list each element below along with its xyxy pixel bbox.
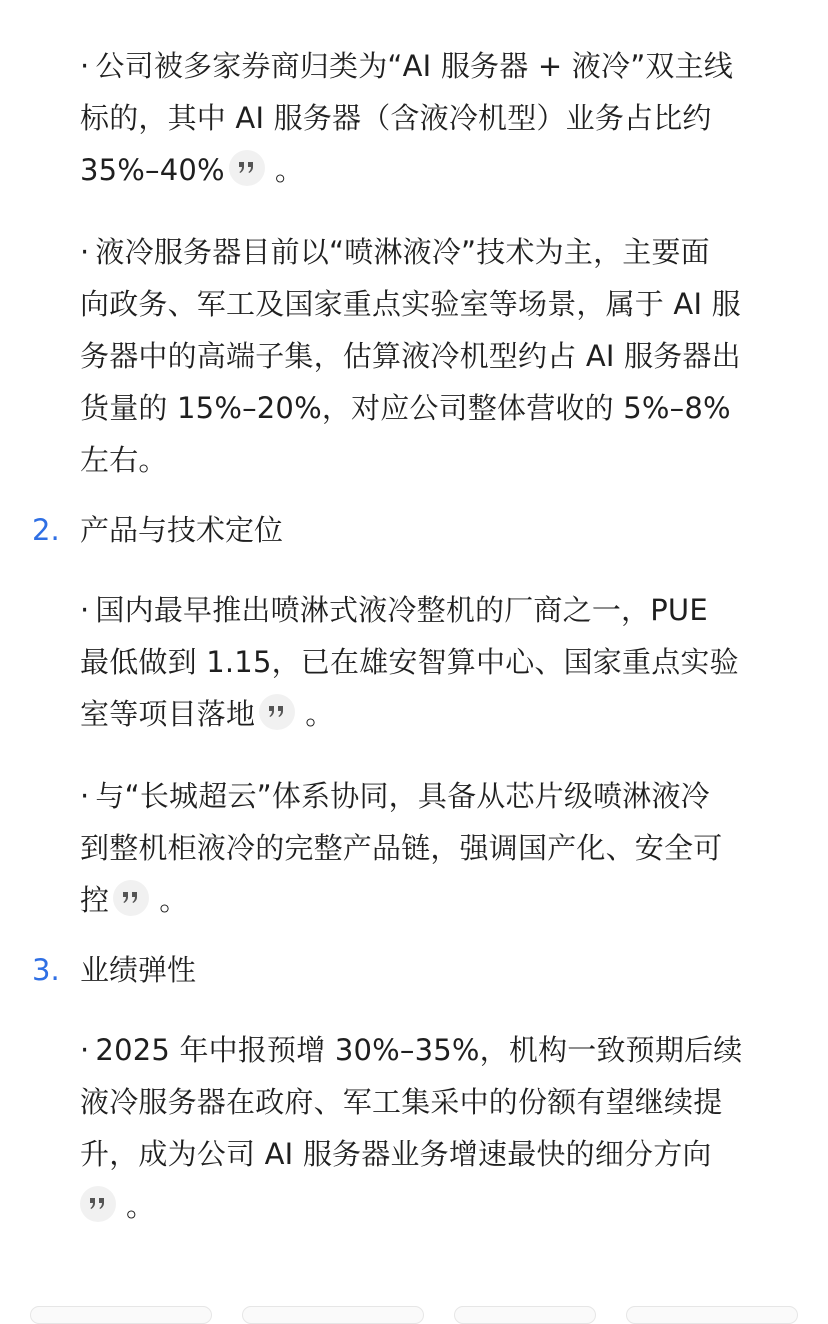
bullet-text: 务器中的高端子集，估算液冷机型约占 AI 服务器出: [80, 339, 741, 373]
answer-content: [0, 40, 828, 1232]
bullet-text: 室等项目落地: [80, 697, 256, 731]
bottom-suggestion-strip: [0, 1304, 828, 1314]
section-number: 2.: [32, 513, 60, 547]
bullet-text: 。: [305, 697, 335, 731]
bullet-text: 。: [126, 1189, 156, 1223]
suggestion-chip[interactable]: [242, 1306, 424, 1324]
bullet-text: 标的，其中 AI 服务器（含液冷机型）业务占比约: [80, 101, 712, 135]
bullet-item: [80, 770, 800, 926]
bullet-text: 国内最早推出喷淋式液冷整机的厂商之一，PUE: [95, 593, 708, 627]
bullet-text: 。: [159, 883, 189, 917]
section-heading: [0, 944, 828, 996]
quote-citation-icon[interactable]: [80, 1186, 116, 1222]
section-heading: [0, 504, 828, 556]
bullet-text: 升，成为公司 AI 服务器业务增速最快的细分方向: [80, 1137, 712, 1171]
section-title: 业绩弹性: [80, 953, 197, 987]
section-title: 产品与技术定位: [80, 513, 284, 547]
suggestion-chip[interactable]: [30, 1306, 212, 1324]
bullet-dot: ·: [80, 49, 90, 83]
bullet-item: [80, 1024, 800, 1232]
bullet-text: 公司被多家券商归类为“AI 服务器 + 液冷”双主线: [95, 49, 734, 83]
bullet-text: 35%–40%: [80, 153, 225, 187]
bullet-text: 左右。: [80, 443, 168, 477]
bullet-item: [80, 226, 800, 486]
bullet-text: 最低做到 1.15，已在雄安智算中心、国家重点实验: [80, 645, 739, 679]
suggestion-chip[interactable]: [626, 1306, 798, 1324]
bullet-text: 向政务、军工及国家重点实验室等场景，属于 AI 服: [80, 287, 741, 321]
bullet-item: [80, 584, 800, 740]
bullet-text: 液冷服务器在政府、军工集采中的份额有望继续提: [80, 1085, 723, 1119]
bullet-text: 。: [274, 153, 305, 187]
quote-citation-icon[interactable]: [259, 694, 295, 730]
bullet-text: 2025 年中报预增 30%–35%，机构一致预期后续: [95, 1033, 743, 1067]
bullet-dot: ·: [80, 593, 90, 627]
bullet-dot: ·: [80, 235, 90, 269]
bullet-text: 到整机柜液冷的完整产品链，强调国产化、安全可: [80, 831, 723, 865]
suggestion-chip[interactable]: [454, 1306, 596, 1324]
quote-citation-icon[interactable]: [229, 150, 265, 186]
bullet-item: [80, 40, 800, 196]
bullet-text: 控: [80, 883, 110, 917]
bullet-text: 液冷服务器目前以“喷淋液冷”技术为主，主要面: [95, 235, 710, 269]
bullet-dot: ·: [80, 1033, 90, 1067]
section-number: 3.: [32, 953, 60, 987]
quote-citation-icon[interactable]: [113, 880, 149, 916]
bullet-dot: ·: [80, 779, 90, 813]
bullet-text: 货量的 15%–20%，对应公司整体营收的 5%–8%: [80, 391, 731, 425]
bullet-text: 与“长城超云”体系协同，具备从芯片级喷淋液冷: [95, 779, 710, 813]
